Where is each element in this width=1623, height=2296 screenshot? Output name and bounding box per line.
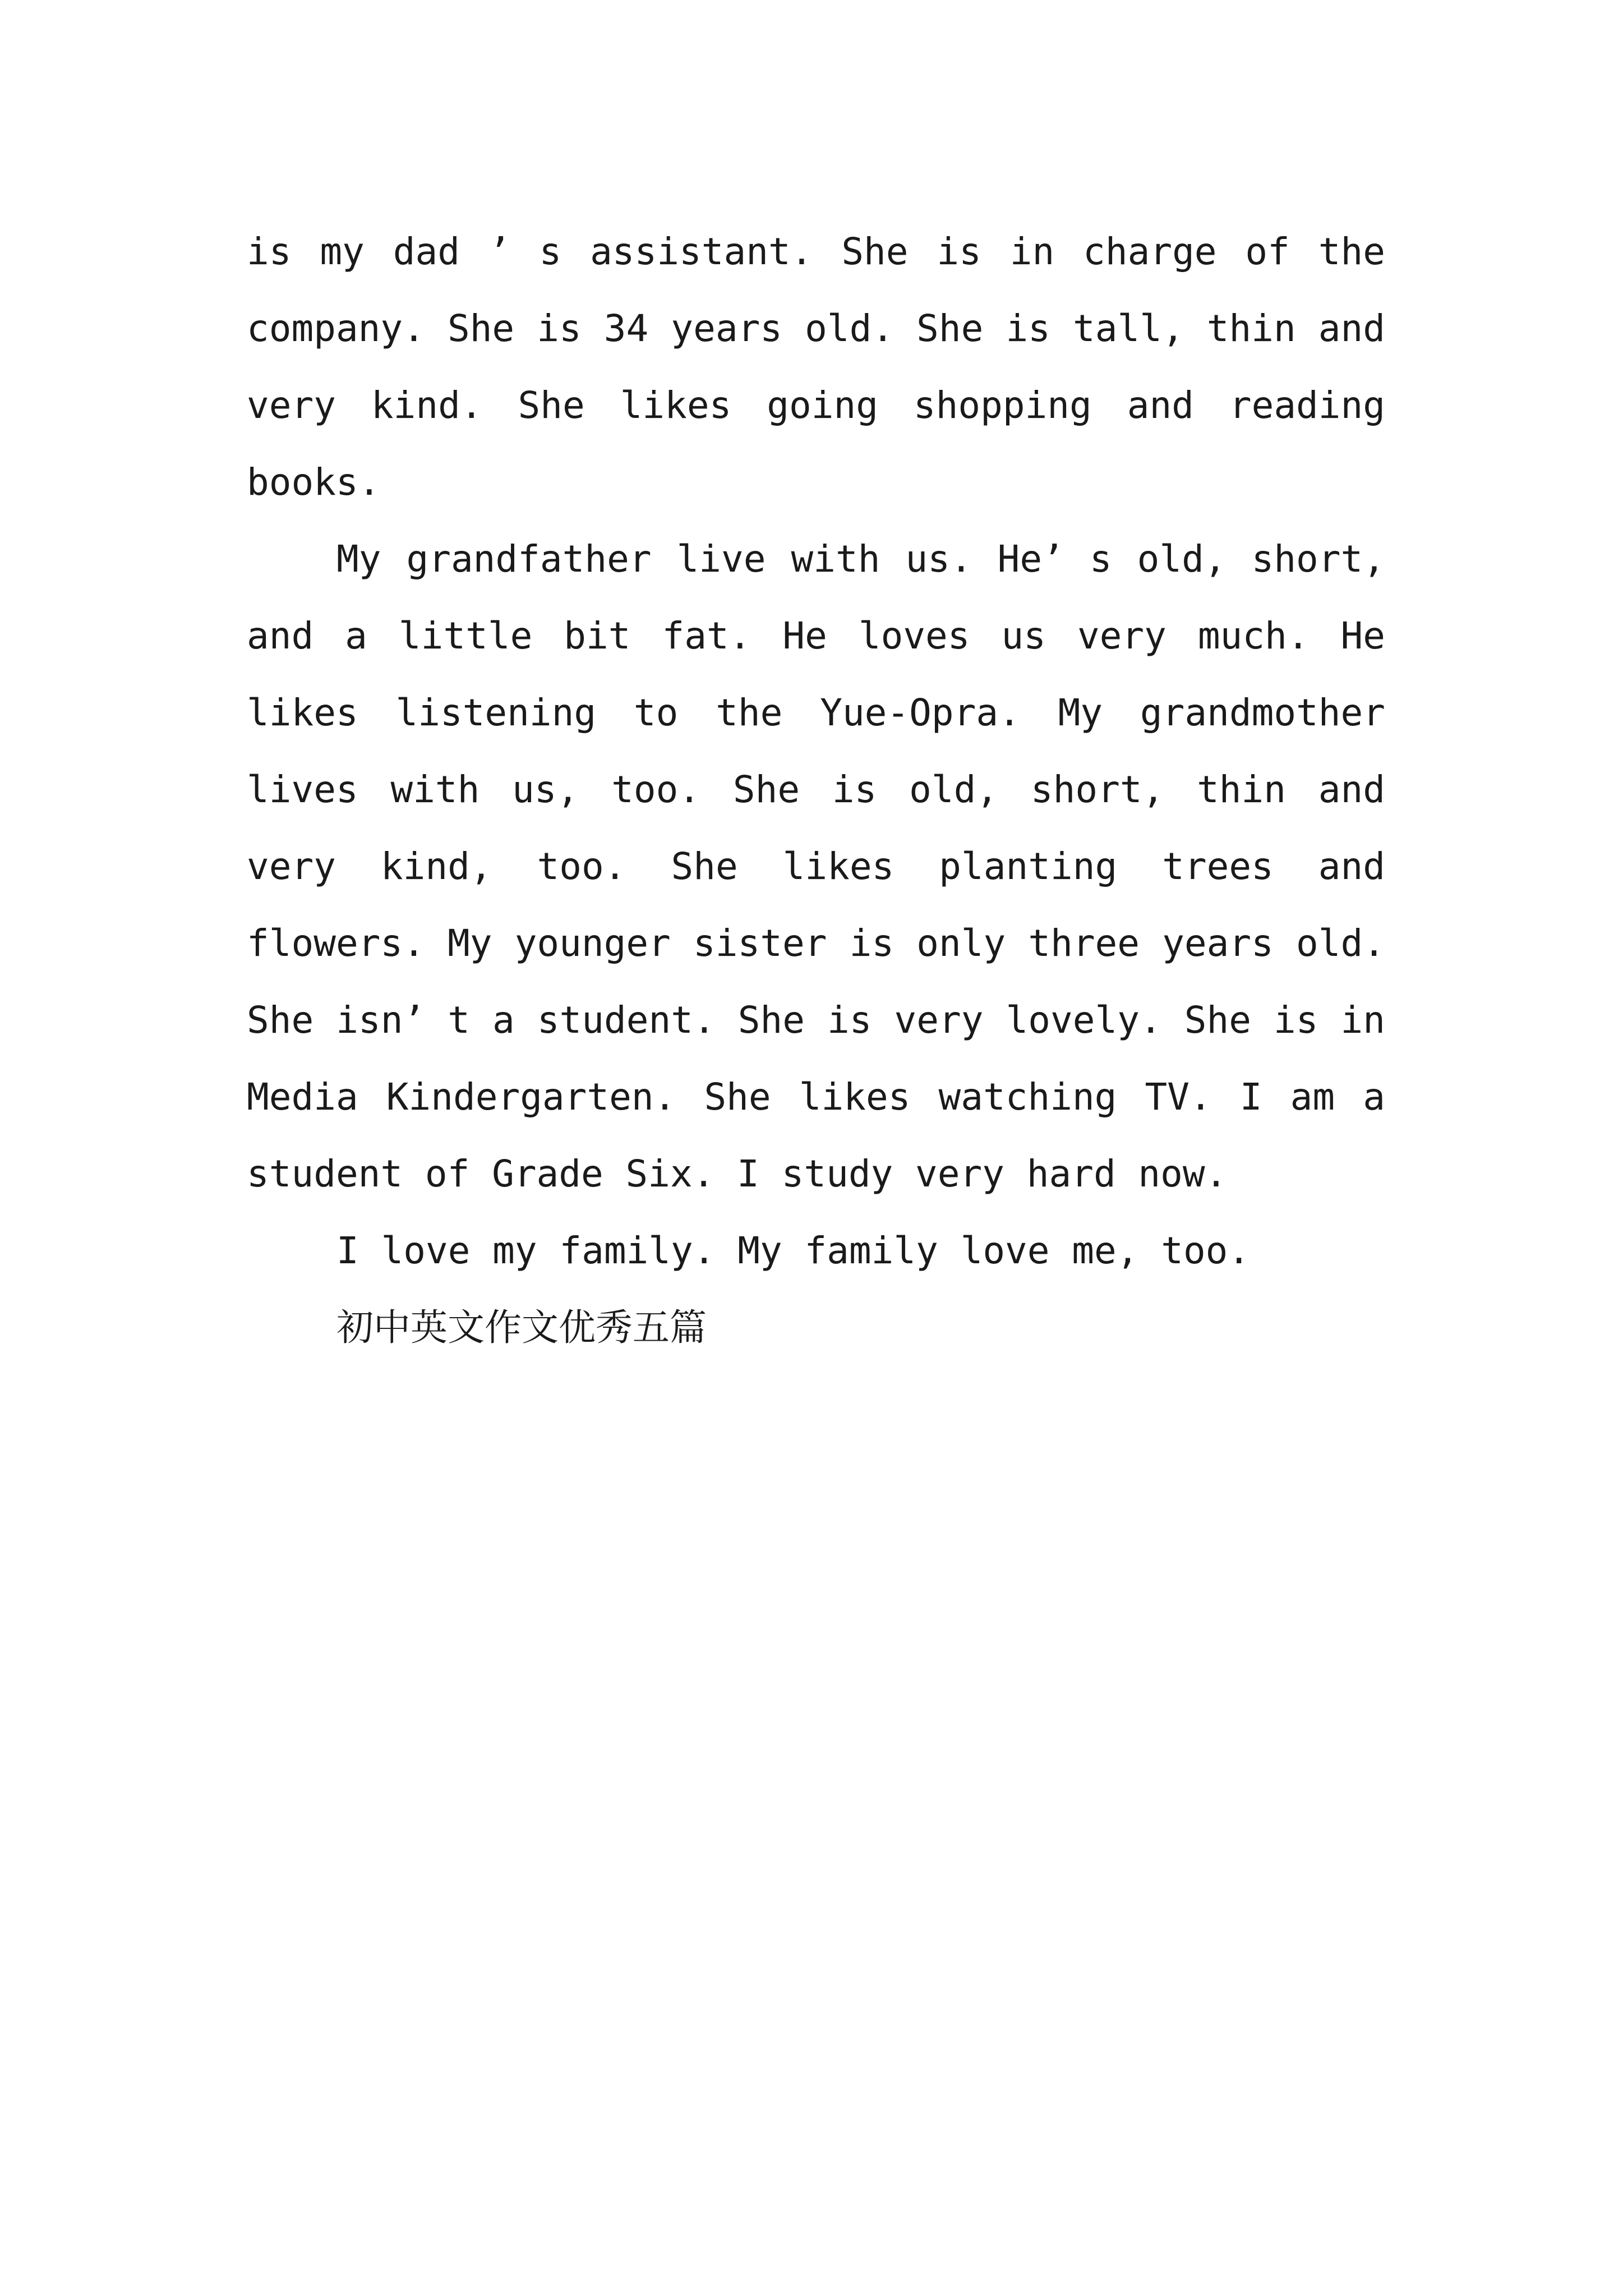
document-body bbox=[247, 213, 1385, 1366]
paragraph-3: I love my family. My family love me, too. bbox=[336, 1229, 1251, 1272]
section-heading: 初中英文作文优秀五篇 bbox=[336, 1306, 707, 1349]
paragraph-1: is my dad ’ s assistant. She is in charge of the company. She is 34 years old. She is tall, thin and very kind. She likes going shopping and reading books. bbox=[247, 230, 1385, 504]
paragraph-2: My grandfather live with us. He’ s old, short, and a little bit fat. He loves us very much. He likes listening to the Yue-Opra. My grandmother lives with us, too. She is old, short, thin and very kind, too. She likes planting trees and flowers. My younger sister is only three years old. She isn’ t a student. She is very lovely. She is in Media Kindergarten. She likes watching TV. I am a student of Grade Six. I study very hard now. bbox=[247, 537, 1385, 1195]
